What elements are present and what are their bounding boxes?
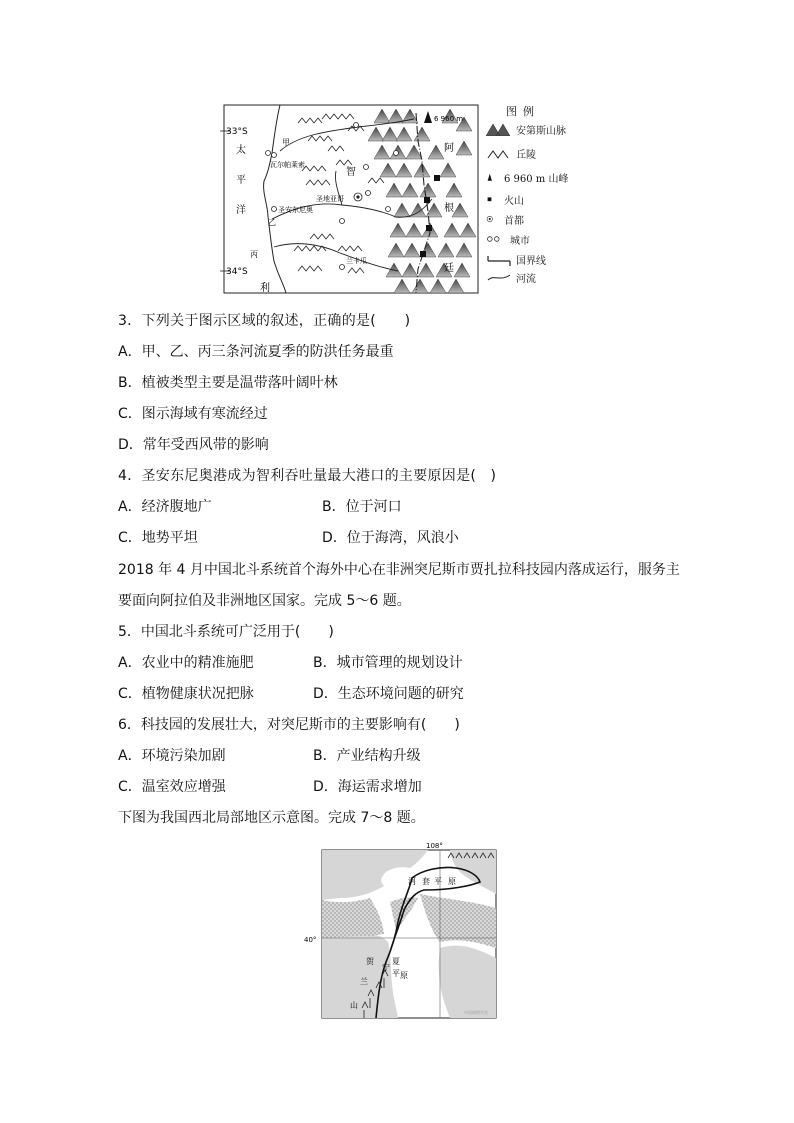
river-label-bing: 丙 [250,250,258,259]
volcano-icon [486,192,500,206]
intro-78: 下图为我国西北局部地区示意图。完成 7～8 题。 [118,810,425,826]
legend-item-peak [486,169,568,185]
hetao-char-1: 河 [408,877,416,886]
river-label-jia: 甲 [282,138,290,147]
legend-label: 丘陵 [516,149,536,161]
argentina-char-2: 根 [444,203,454,214]
chile-map [218,101,480,295]
peak-label: 6 960 m [434,115,464,123]
q6-option-c: C．温室效应增强 [118,779,226,795]
legend-label: 城市 [510,235,530,247]
legend-label: 河流 [516,273,536,285]
ocean-char-1: 太 [236,145,246,156]
helan-char-1: 贺 [366,957,374,966]
argentina-char-1: 阿 [444,143,454,154]
legend-item-volcano [486,191,524,207]
q3-option-d: D．常年受西风带的影响 [118,437,269,453]
ocean-char-3: 洋 [236,205,246,216]
helan-char-3: 山 [350,1001,358,1010]
legend-label: 火山 [504,195,524,207]
watermark: 中国地理学会 [464,1010,488,1015]
legend-label: 首都 [504,215,524,227]
intro-56-line1: 2018 年 4 月中国北斗系统首个海外中心在非洲突尼斯市贾扎拉科技园内落成运行，服务主 [118,562,680,578]
map-legend [486,101,596,295]
river-icon [486,270,512,284]
country-char-1: 智 [346,167,356,178]
legend-item-capital [486,211,524,227]
q6-option-a: A．环境污染加剧 [118,748,226,764]
legend-item-river [486,269,536,285]
q4-option-a: A．经济腹地广 [118,499,212,515]
q4-option-d: D．位于海湾，风浪小 [322,530,459,546]
city-label-valparaiso: 瓦尔帕莱索 [270,161,305,169]
helan-char-2: 兰 [360,977,368,986]
city-label-san-antonio: 圣安东尼奥 [278,206,313,214]
q4-option-c: C．地势平坦 [118,530,198,546]
hills-icon [486,146,512,160]
q3-option-a: A．甲、乙、丙三条河流夏季的防洪任务最重 [118,344,394,360]
intro-56-line2: 要面向阿拉伯及非洲地区国家。完成 5～6 题。 [118,593,411,609]
peak-icon [486,170,500,184]
capital [354,193,362,201]
capital-icon [486,212,500,226]
ningxia-char-3: 平 [392,969,400,978]
ningxia-char-2: 夏 [392,957,400,966]
legend-item-city [486,231,530,247]
lat-label: 40° [304,936,317,944]
city-icon [486,232,506,246]
northwest-china-map [300,838,510,1024]
hetao-char-4: 原 [448,877,456,886]
legend-label: 6 960 m 山峰 [504,173,569,185]
q3-option-b: B．植被类型主要是温带落叶阔叶林 [118,375,338,391]
river-label-yi: 乙 [268,218,276,227]
q6-option-d: D．海运需求增加 [313,779,422,795]
legend-item-andes [486,121,566,137]
lon-label: 108° [426,842,443,850]
q5-option-d: D．生态环境问题的研究 [313,686,464,702]
lat-top-label: 33°S [226,127,248,137]
country-char-2: 利 [260,283,270,294]
q5-option-c: C．植物健康状况把脉 [118,686,254,702]
ningxia-char-1: 宁 [382,963,390,972]
q4-stem: 4．圣安东尼奥港成为智利吞吐量最大港口的主要原因是( ) [118,468,497,484]
legend-item-hills [486,145,536,161]
andes-icon [486,122,512,136]
q6-option-b: B．产业结构升级 [313,748,421,764]
hetao-char-3: 平 [434,877,442,886]
legend-item-border [486,251,546,267]
legend-label: 安第斯山脉 [516,125,566,137]
ningxia-char-4: 原 [400,971,408,980]
city-label-santiago: 圣地亚哥 [316,195,344,203]
q6-stem: 6．科技园的发展壮大，对突尼斯市的主要影响有( ) [118,717,460,733]
argentina-char-3: 廷 [444,263,454,274]
lat-bottom-label: 34°S [226,267,248,277]
q4-option-b: B．位于河口 [322,499,402,515]
legend-label: 国界线 [516,255,546,267]
ocean-char-2: 平 [236,175,246,186]
legend-title: 图例 [506,105,540,118]
hetao-char-2: 套 [422,877,430,886]
city-label-rancagua: 兰卡瓜 [346,257,367,265]
q5-option-b: B．城市管理的规划设计 [313,655,463,671]
q5-stem: 5．中国北斗系统可广泛用于( ) [118,624,334,640]
q3-option-c: C．图示海域有寒流经过 [118,406,268,422]
q3-stem: 3．下列关于图示区域的叙述，正确的是( ) [118,313,411,329]
q5-option-a: A．农业中的精准施肥 [118,655,254,671]
border-icon [486,252,512,266]
